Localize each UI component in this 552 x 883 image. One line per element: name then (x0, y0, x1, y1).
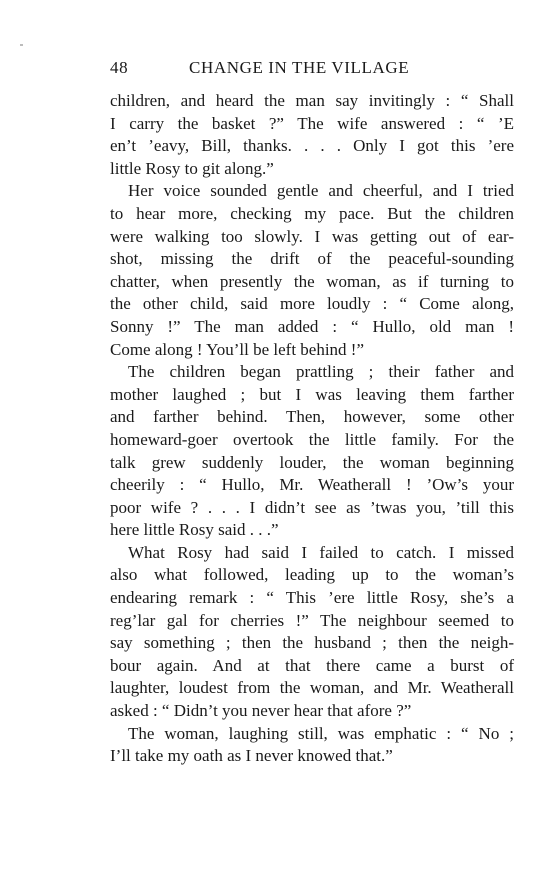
text-line: I’ll take my oath as I never knowed that.” (110, 746, 393, 766)
text-line: talk grew suddenly louder, the woman beginning (110, 452, 514, 472)
text-line: chatter, when presently the woman, as if turning to (110, 271, 514, 291)
text-line: poor wife ? . . . I didn’t see as ’twas you, ’till this (110, 497, 514, 517)
text-line: to hear more, checking my pace. But the children (110, 203, 514, 223)
text-line: The woman, laughing still, was emphatic : “ No ; (128, 723, 514, 743)
text-line: the other child, said more loudly : “ Come along, (110, 294, 514, 314)
body-text (110, 90, 514, 768)
text-line: little Rosy to git along.” (110, 158, 274, 178)
text-line: reg’lar gal for cherries !” The neighbour seemed to (110, 610, 514, 630)
text-line: and farther behind. Then, however, some other (110, 407, 514, 427)
text-line: en’t ’eavy, Bill, thanks. . . . Only I got this ’ere (110, 136, 514, 156)
text-line: shot, missing the drift of the peaceful-sounding (110, 249, 514, 269)
text-line: I carry the basket ?” The wife answered : “ ’E (110, 113, 514, 133)
text-line: What Rosy had said I failed to catch. I missed (128, 542, 514, 562)
text-line: laughter, loudest from the woman, and Mr. Weatherall (110, 678, 514, 698)
text-line: endearing remark : “ This ’ere little Rosy, she’s a (110, 588, 514, 608)
page-header (110, 58, 440, 82)
text-line: cheerily : “ Hullo, Mr. Weatherall ! ’Ow’s your (110, 475, 514, 495)
text-line: Her voice sounded gentle and cheerful, and I tried (128, 181, 514, 201)
running-title: CHANGE IN THE VILLAGE (189, 58, 410, 77)
text-line: asked : “ Didn’t you never hear that afore ?” (110, 701, 412, 721)
text-line: say something ; then the husband ; then the neigh- (110, 633, 514, 653)
text-line: Sonny !” The man added : “ Hullo, old man ! (110, 316, 514, 336)
text-line: homeward-goer overtook the little family. For the (110, 429, 514, 449)
paper-speck (20, 44, 23, 46)
text-line: Come along ! You’ll be left behind !” (110, 339, 365, 359)
text-line: children, and heard the man say invitingly : “ Shall (110, 91, 514, 110)
text-line: were walking too slowly. I was getting out of ear- (110, 226, 514, 246)
text-line: here little Rosy said . . .” (110, 520, 279, 540)
text-line: The children began prattling ; their father and (128, 362, 514, 382)
text-line: also what followed, leading up to the woman’s (110, 565, 514, 585)
text-line: bour again. And at that there came a burst of (110, 655, 514, 675)
page-number: 48 (110, 58, 129, 77)
text-line: mother laughed ; but I was leaving them farther (110, 384, 514, 404)
